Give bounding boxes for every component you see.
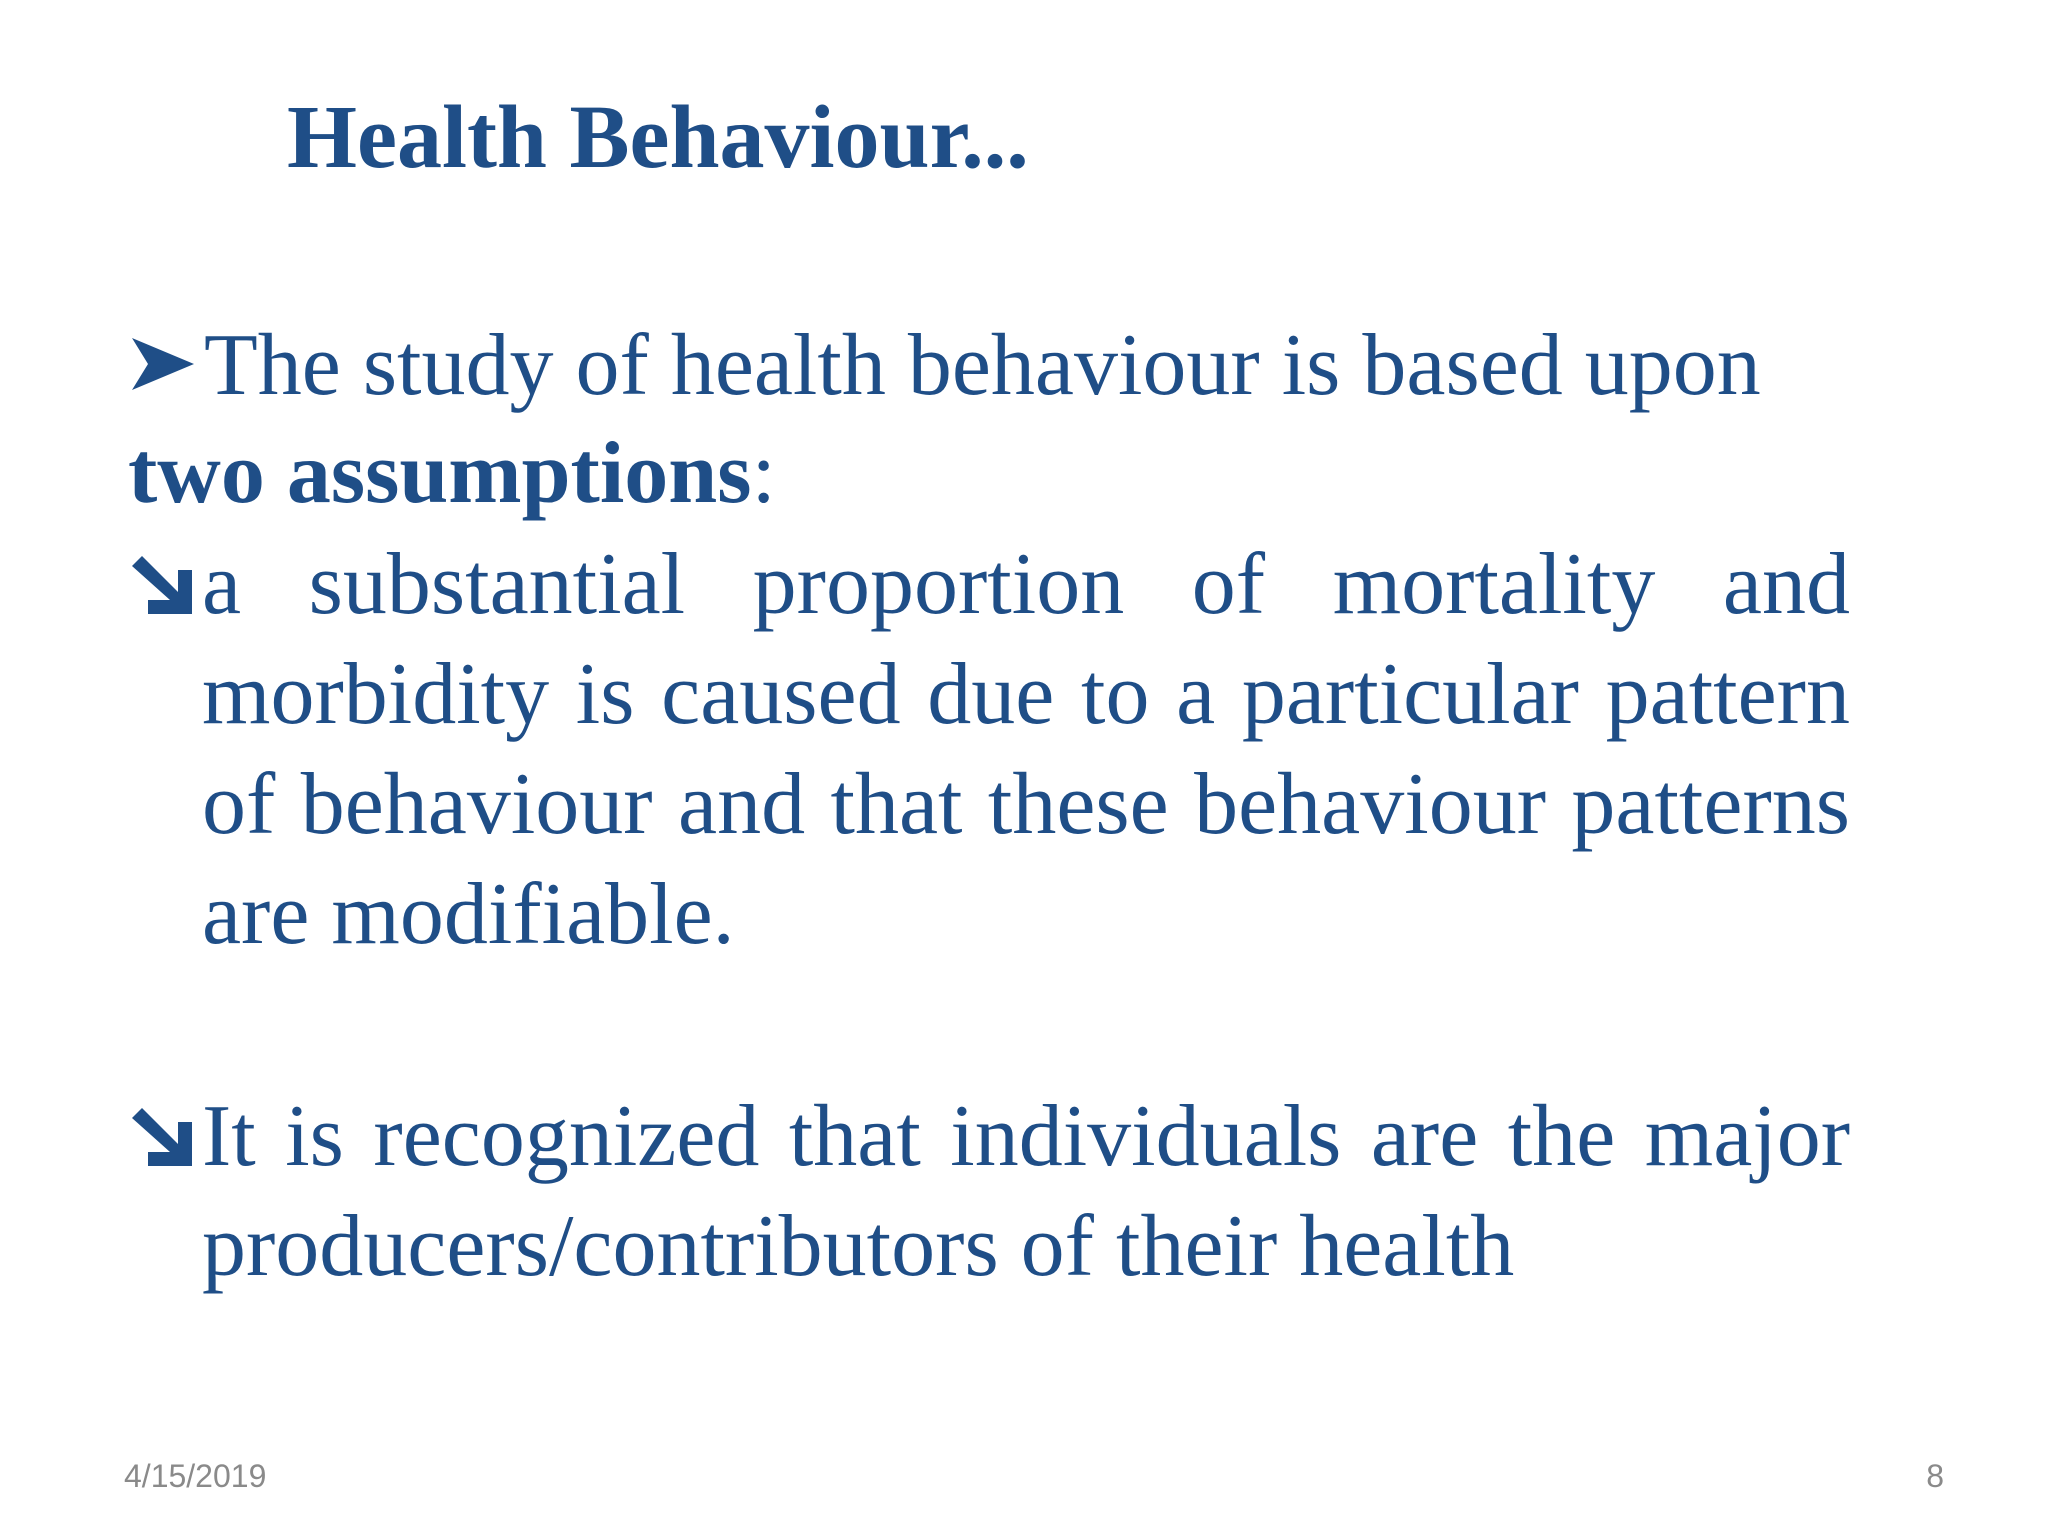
arrowhead-bullet-icon — [128, 334, 200, 394]
slide-title: Health Behaviour... — [287, 88, 1029, 187]
diagonal-arrow-down-right-icon — [128, 552, 198, 618]
intro-paragraph — [128, 312, 1850, 528]
page-number: 8 — [1926, 1458, 1944, 1494]
intro-line — [128, 312, 1850, 420]
intro-bold-text: two assumptions — [128, 425, 752, 522]
intro-line-2 — [128, 420, 1850, 528]
bullet-item — [128, 1082, 1850, 1302]
intro-text: The study of health behaviour is based upon — [204, 317, 1761, 414]
bullet-text: a substantial proportion of mortality and morbidity is caused due to a particular pattern of behaviour and that these behaviour patterns are modifiable. — [202, 536, 1850, 963]
footer-date: 4/15/2019 — [124, 1458, 267, 1494]
intro-suffix: : — [751, 425, 776, 522]
bullet-text: It is recognized that individuals are the major producers/contributors of their health — [202, 1088, 1850, 1295]
bullet-item — [128, 530, 1850, 970]
diagonal-arrow-down-right-icon — [128, 1104, 198, 1170]
